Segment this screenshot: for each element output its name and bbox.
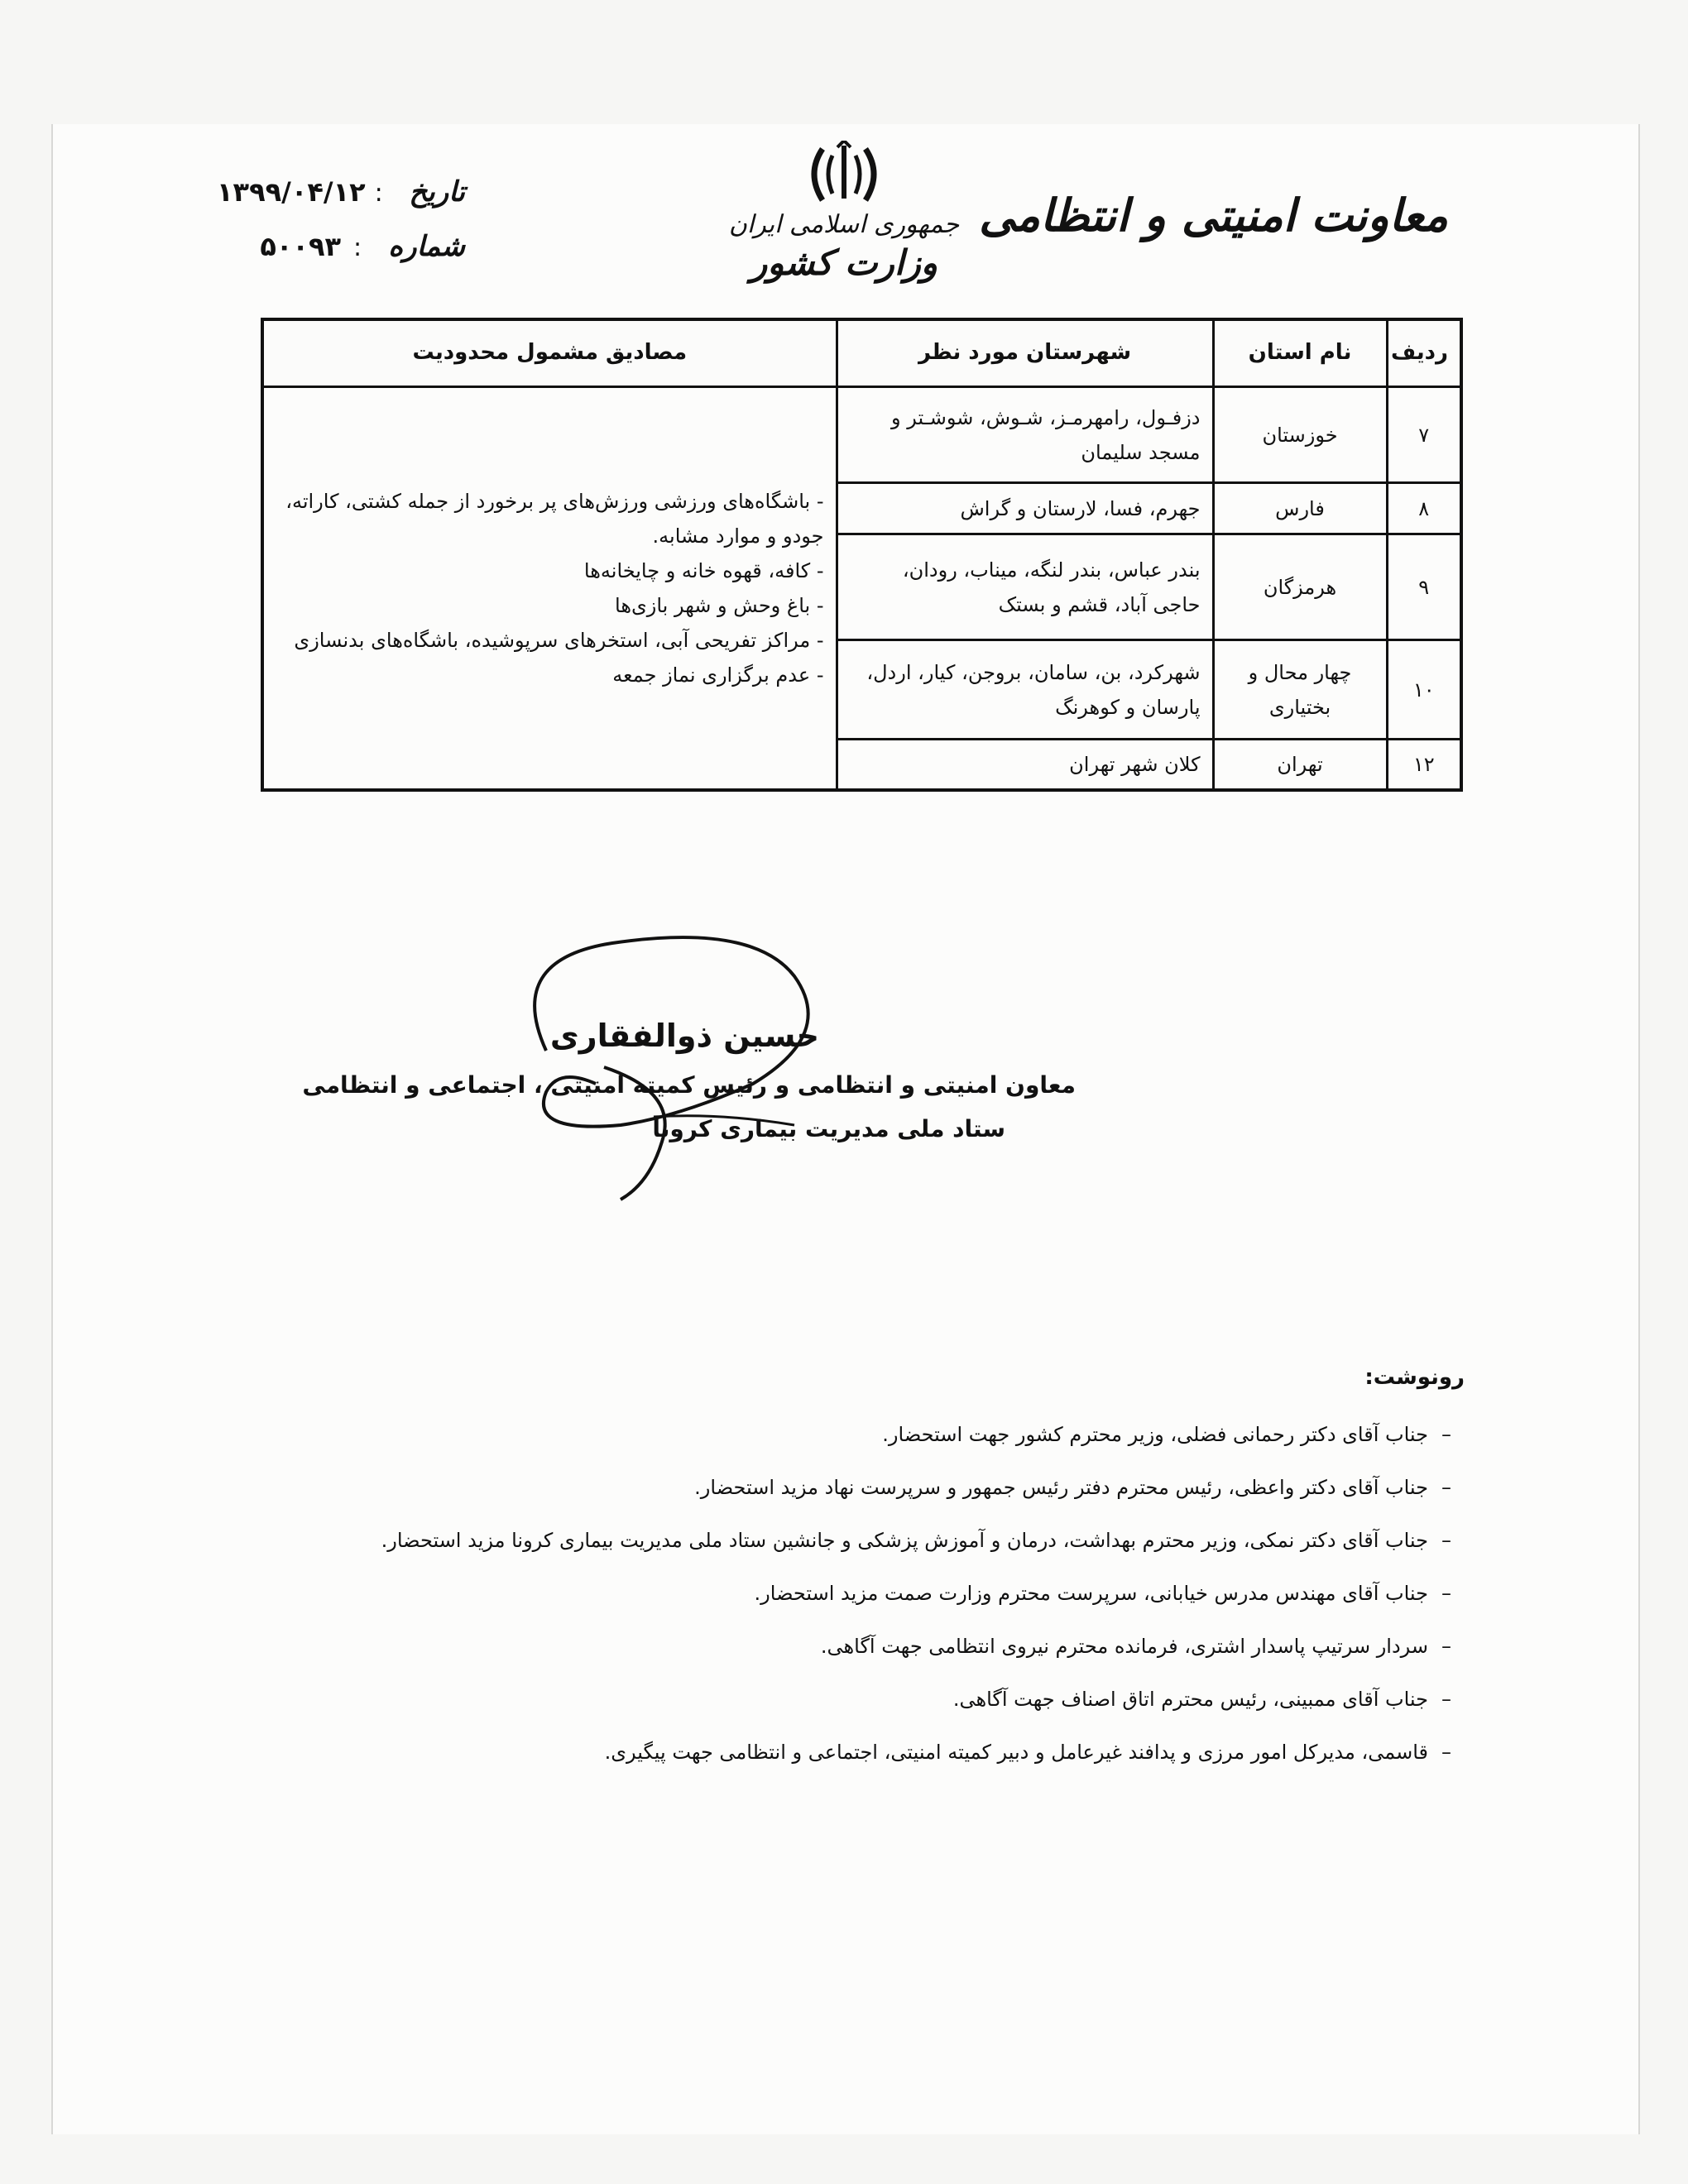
row-num: ۱۲	[1387, 740, 1461, 791]
ministry-name: وزارت کشور	[750, 242, 938, 283]
table-header-row	[262, 319, 1461, 387]
date-label: تاریخ	[409, 175, 465, 208]
venues-cell	[262, 387, 837, 791]
signer-title-line2: ستاد ملی مدیریت بیماری کرونا	[652, 1115, 1005, 1142]
number-row	[217, 230, 465, 285]
dash-icon: –	[1441, 1582, 1451, 1605]
row-province: چهار محال و بختیاری	[1213, 640, 1387, 740]
venue-item: - کافه، قهوه خانه و چایخانه‌ها	[583, 559, 824, 582]
country-name: جمهوری اسلامی ایران	[728, 210, 960, 239]
row-province: خوزستان	[1213, 387, 1387, 483]
dash-icon: –	[1441, 1476, 1451, 1499]
cc-recipient: جناب آقای دکتر رحمانی فضلی، وزیر محترم کشور جهت استحضار.	[882, 1423, 1428, 1446]
cc-list	[182, 1408, 1465, 1779]
letterhead	[0, 0, 1688, 314]
cc-recipient: جناب آقای مهندس مدرس خیابانی، سرپرست محترم وزارت صمت مزید استحضار.	[754, 1582, 1428, 1605]
number-colon: :	[352, 233, 362, 262]
cc-recipient: جناب آقای دکتر واعظی، رئیس محترم دفتر رئیس جمهور و سرپرست نهاد مزید استحضار.	[694, 1476, 1428, 1499]
cc-title: رونوشت:	[1364, 1365, 1465, 1390]
cc-recipient: سردار سرتیپ پاسدار اشتری، فرمانده محترم نیروی انتظامی جهت آگاهی.	[820, 1635, 1428, 1658]
cc-recipient: قاسمی، مدیرکل امور مرزی و پدافند غیرعامل و دبیر کمیته امنیتی، اجتماعی و انتظامی جهت پیگیری.	[604, 1741, 1428, 1764]
list-item	[182, 1567, 1465, 1620]
list-item	[182, 1461, 1465, 1514]
row-cities: دزفـول، رامهرمـز، شـوش، شوشـتر و مسجد سلیمان	[837, 387, 1213, 483]
row-province: فارس	[1213, 483, 1387, 534]
row-num: ۷	[1387, 387, 1461, 483]
row-province: تهران	[1213, 740, 1387, 791]
header-cities: شهرستان مورد نظر	[837, 319, 1213, 387]
row-province: هرمزگان	[1213, 534, 1387, 640]
restrictions-table	[261, 318, 1463, 792]
date-row	[217, 175, 465, 230]
header-venues: مصادیق مشمول محدودیت	[262, 319, 837, 387]
list-item	[182, 1620, 1465, 1673]
row-num: ۹	[1387, 534, 1461, 640]
date-colon: :	[374, 179, 383, 208]
cc-recipient: جناب آقای دکتر نمکی، وزیر محترم بهداشت، درمان و آموزش پزشکی و جانشین ستاد ملی مدیریت بیماری کرونا مزید استحضار.	[381, 1529, 1428, 1552]
row-num: ۸	[1387, 483, 1461, 534]
dash-icon: –	[1441, 1529, 1451, 1552]
cc-section	[182, 1365, 1465, 1779]
signature-block	[302, 927, 1076, 1208]
dash-icon: –	[1441, 1423, 1451, 1446]
header-num: ردیف	[1387, 319, 1461, 387]
department-title: معاونت امنیتی و انتظامی	[979, 189, 1448, 242]
list-item	[182, 1673, 1465, 1726]
list-item	[182, 1408, 1465, 1461]
venue-item: - عدم برگزاری نماز جمعه	[612, 663, 824, 687]
cc-recipient: جناب آقای ممبینی، رئیس محترم اتاق اصناف جهت آگاهی.	[952, 1688, 1428, 1711]
number-value: ۵۰۰۹۳	[260, 231, 341, 262]
dash-icon: –	[1441, 1688, 1451, 1711]
row-num: ۱۰	[1387, 640, 1461, 740]
emblem-block	[712, 141, 976, 323]
number-label: شماره	[388, 230, 465, 263]
handwritten-signature-icon	[405, 927, 902, 1208]
row-cities: شهرکرد، بن، سامان، بروجن، کیار، اردل، پارسان و کوهرنگ	[837, 640, 1213, 740]
list-item	[182, 1514, 1465, 1567]
header-province: نام استان	[1213, 319, 1387, 387]
row-cities: کلان شهر تهران	[837, 740, 1213, 791]
signer-title: معاون امنیتی و انتظامی و رئیس کمیته امنیتی ، اجتماعی و انتظامی	[302, 1071, 1076, 1099]
venue-item: - باشگاه‌های ورزشی ورزش‌های پر برخورد از جمله کشتی، کاراته، جودو و موارد مشابه.	[285, 490, 824, 548]
date-value: ۱۳۹۹/۰۴/۱۲	[217, 176, 366, 208]
iran-emblem-icon	[712, 141, 976, 207]
row-cities: جهرم، فسا، لارستان و گراش	[837, 483, 1213, 534]
table-row	[262, 387, 1461, 483]
dash-icon: –	[1441, 1635, 1451, 1658]
row-cities: بندر عباس، بندر لنگه، میناب، رودان، حاجی آباد، قشم و بستک	[837, 534, 1213, 640]
dash-icon: –	[1441, 1741, 1451, 1764]
venue-item: - باغ وحش و شهر بازی‌ها	[615, 594, 824, 617]
letter-meta	[217, 175, 465, 285]
venue-item: - مراکز تفریحی آبی، استخرهای سرپوشیده، باشگاه‌های بدنسازی	[294, 629, 824, 652]
signer-name: حسین ذوالفقاری	[549, 1018, 819, 1054]
list-item	[182, 1726, 1465, 1779]
